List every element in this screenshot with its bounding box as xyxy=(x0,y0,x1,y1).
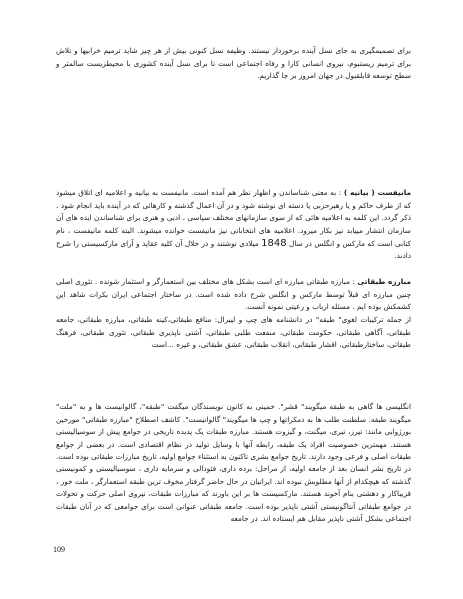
paragraph-manifesto xyxy=(56,187,411,263)
paragraph-class-history xyxy=(56,401,411,525)
year-number: 1848 xyxy=(261,237,287,249)
paragraph-text: : به معنی شناساندن و اظهار نظر هم آمده است. مانیفست به بیانیه و اعلامیه ای اتلاق میشود که از طرف حاکم و یا رهبرحزبی یا دسته ای نوشته شود و در آن اعمال گذشته و کارهائی که در آینده باید انجام شود ، ذکر گردد. این کلمه به اعلامیه هائی که از سوی سازمانهای مختلف سیاسی ، ادبی و هنری برای شناساندن ایده های آن سازمان انتشار مییابد نیز بکار میرود. اعلامیه های انتخاباتی نیز مانیفست خوانده میشوند. البته کلمه مانیفست ، نام کتابی است که مارکس و انگلس در سال xyxy=(56,188,412,248)
paragraph-future-generation xyxy=(56,45,411,83)
paragraph-text: انگلیسی ها گاهی به طبقه میگویند" قشر". خمینی به کانون نویسندگان میگفت "طبقه"، گالوانیست ها و به "ملت" میگویند طبقه. سلطنت طلب ها به دمکراتها و چپ ها میگویند" گالوانیست". کاشف اصطلاح "مبارزه طبقاتی" مورخین بورژوایی مانند: تیرز، تیری، میگنت، و گیزوت هستند. مبارزه طبقات یک پدیده تاریخی در جوامع پیش از سوسیالیستی هستند. مهمترین خصوصیت افراد یک طبقه، رابطه آنها با وسایل تولید در نظام اقتصادی است. در بعضی از جوامع طبقات اصلی و فرعی وجود دارند. تاریخ جوامع بشری تاکنون به استثناء جوامع اولیه، تاریخ مبارزات طبقاتی بوده است. در تاریخ بشر انسان بعد از جامعه اولیه، از مراحل: برده داری، فئودالی و سرمایه داری ، سوسیالیستی و کمونیستی گذشته که هیچکدام از آنها مطلوبش نبوده اند. ایرانیان در حال حاضر گرفتار مخوف ترین طبقه استعمارگر ، ملت خور ، قزیباکار و دهشتی بنام آخوند هستند. مارکسیست ها بر این باورند که مبارزات طبقات، نیروی اصلی حرکت و تحولات در جوامع طبقاتی آنتاگونیستی آشتی ناپذیر بوده است. جامعه طبقاتی عنوانی است برای جوامعی که در آنان طبقات اجتماعی بشکل آشتی ناپذیر مقابل هم ایستاده اند. در جامعه xyxy=(56,402,411,523)
paragraph-text: از جمله ترکیبات لغوی" طبقه" در دانشنامه های چپ و لیبرال: منافع طبقاتی،کینه طبقاتی، مبارزه طبقاتی، جامعه طبقاتی، آگاهی طبقاتی، حکومت طبقاتی، منفعت طلبی طبقاتی، آشتی ناپذیری طبقاتی، تئوری طبقاتی، فرهنگ طبقاتی، ساختارطبقاتی، اقشار طبقاتی، انقلاب طبقاتی، عشق طبقاتی، و غیره ...است xyxy=(56,315,411,350)
term-manifesto: مانیفست ( بیانیه ) xyxy=(343,188,411,198)
paragraph-text: برای تصمیمگیری به جای نسل آینده برخوردار نیستند. وظیفه نسل کنونی بیش از هر چیز شاید ترمیم خرابیها و تلاش برای ترمیم زیستبوم، نیروی انسانی کارا و رفاه اجتماعی است تا برای نسل آینده کشوری با محیطزیست سالمتر و سطح توسعه قابلقبول در جهان امروز بر جا گذاریم. xyxy=(56,46,411,81)
page-number: 109 xyxy=(53,545,65,554)
term-class-struggle: مبارزه طبقاتی xyxy=(357,277,411,287)
paragraph-text: میلادی نوشتند و در خلال آن کلیه عقاید و آرای مارکسیستی را شرح دادند. xyxy=(56,238,411,261)
paragraph-text: : مبارزه طبقاتی مبارزه ای است بشکل های مختلف بین استعمارگر و استثمار شونده . تئوری اصلی چنین مبارزه ای قبلاً توسط مارکس و انگلس شرح داده شده است. در ساختار اجتماعی ایران بکرات شاهد این کشمکش بوده ایم . مسئله ارباب و رعیتی نمونه آنست. xyxy=(56,277,411,312)
paragraph-class-struggle xyxy=(56,276,411,352)
